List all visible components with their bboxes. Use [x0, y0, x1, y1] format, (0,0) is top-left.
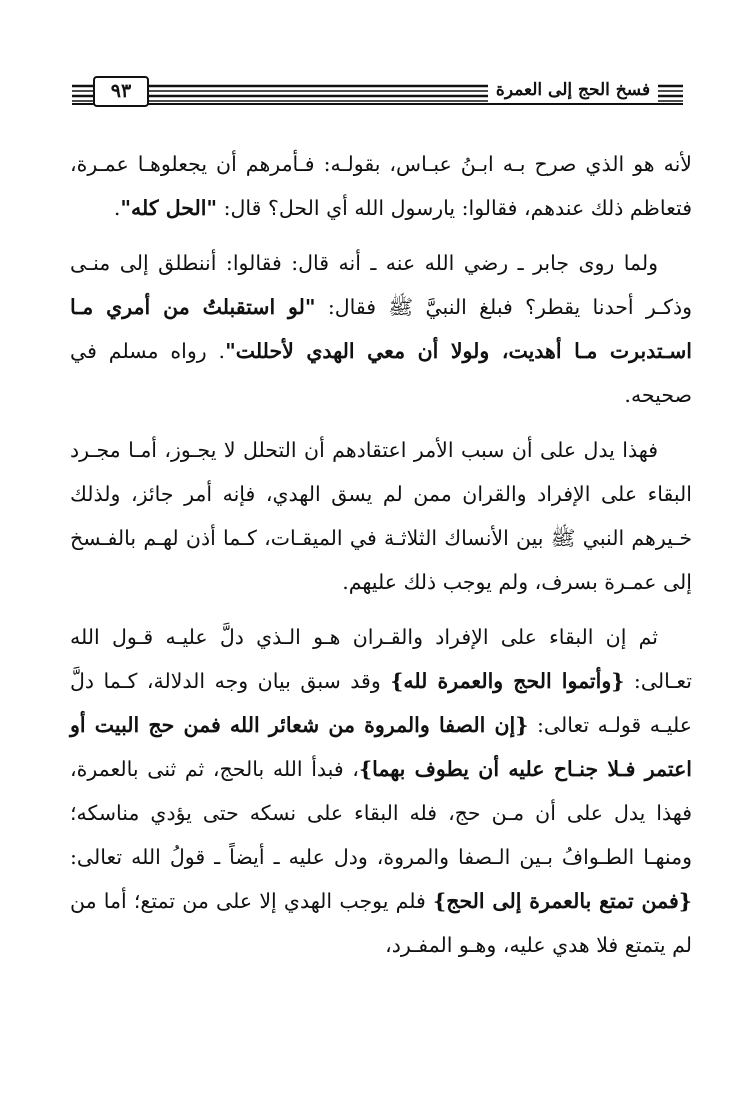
text: لأنه هو الذي صرح بـه ابـنُ عبـاس، بقولـه: فـأمرهم أن يجعلوهـا عمـرة، فتعاظم ذلك عندهم، فقالوا: يارسول الله أي الحل؟ قال:: [70, 152, 692, 220]
text: فلم يوجب الهدي إلا على من تمتع؛ أما من لم يتمتع فلا هدي عليه، وهـو المفـرد،: [70, 889, 692, 957]
text: ثم إن البقاء على الإفراد والقـران هـو الـذي دلَّ عليـه قـول الله تعـالى:: [70, 625, 692, 693]
paragraph-1: [70, 142, 692, 230]
verse-bold: {إن الصفا والمروة من شعائر الله فمن حج البيت أو اعتمر فـلا جنـاح عليه أن يطوف بهما}: [70, 713, 692, 781]
text: وقد سبق بيان وجه الدلالة، كـما دلَّ عليـه قولـه تعالى:: [70, 669, 692, 737]
verse-bold: {وأتموا الحج والعمرة لله}: [390, 669, 625, 693]
paragraph-4: [70, 615, 692, 967]
running-title: فسخ الحج إلى العمرة: [488, 78, 658, 102]
text: . رواه مسلم في صحيحه.: [70, 339, 692, 407]
verse-bold: {فمن تمتع بالعمرة إلى الحج}: [433, 889, 692, 913]
text: ، فبدأ الله بالحج، ثم ثنى بالعمرة، فهذا يدل على أن مـن حج، فله البقاء على نسكه حتى يؤدي مناسكه؛ ومنهـا الطـوافُ بـين الـصفا والمروة، ودل عليه ـ أيضاً ـ قولُ الله تعالى:: [70, 757, 692, 869]
text: .: [113, 196, 121, 220]
quote-bold: "الحل كله": [120, 196, 218, 220]
body-text: [70, 142, 692, 978]
page-header: [0, 0, 756, 120]
paragraph-3: [70, 428, 692, 604]
page-number: ٩٣: [93, 76, 149, 107]
text: ولما روى جابر ـ رضي الله عنه ـ أنه قال: فقالوا: أننطلق إلى منـى وذكـر أحدنا يقطر؟ فبلغ النبيَّ ﷺ فقال:: [70, 251, 692, 319]
paragraph-2: [70, 241, 692, 417]
hadith-bold: "لو استقبلتُ من أمري مـا اسـتدبرت مـا أهديت، ولولا أن معي الهدي لأحللت": [70, 295, 692, 363]
text: فهذا يدل على أن سبب الأمر اعتقادهم أن التحلل لا يجـوز، أمـا مجـرد البقاء على الإفراد والقران ممن لم يسق الهدي، فإنه أمر جائز، ولذلك خـيرهم النبي ﷺ بين الأنساك الثلاثـة في الميقـات، كـما أذن لهـم بالفـسخ إلى عمـرة بسرف، ولم يوجب ذلك عليهم.: [70, 438, 692, 594]
